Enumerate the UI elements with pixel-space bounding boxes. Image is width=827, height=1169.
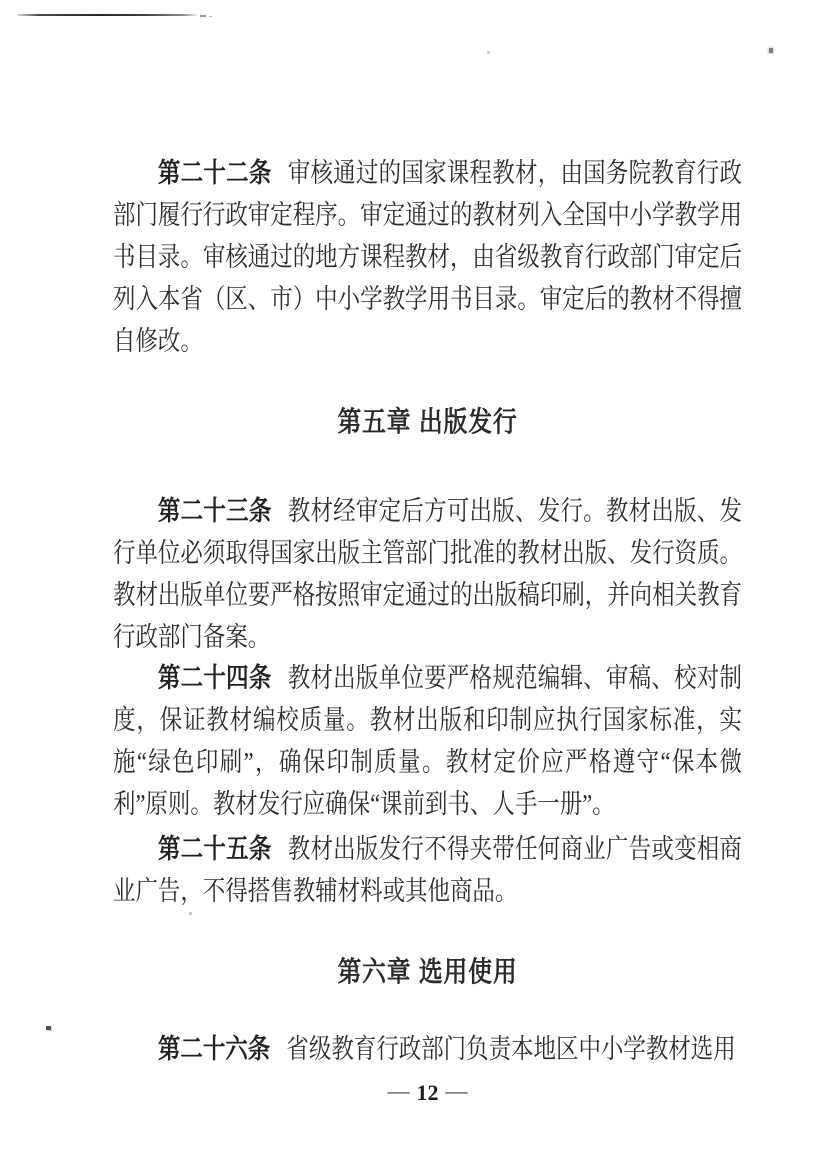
article-23-paragraph (113, 490, 742, 658)
article-22-paragraph (113, 152, 742, 362)
article-24-paragraph (113, 657, 742, 825)
chapter-6-heading: 第六章 选用使用 (337, 956, 518, 987)
article-23-text: 教材经审定后方可出版、发行。教材出版、发行单位必须取得国家出版主管部门批准的教材出版、发行资质。教材出版单位要严格按照审定通过的出版稿印刷，并向相关教育行政部门备案。 (113, 496, 743, 652)
scan-artifact-dash (209, 16, 212, 17)
ink-speck (769, 48, 773, 53)
ink-speck (487, 51, 490, 54)
article-25-paragraph (113, 828, 742, 912)
article-26-paragraph (113, 1028, 742, 1070)
ink-speck (46, 1026, 51, 1030)
article-25-number: 第二十五条 (157, 834, 272, 864)
article-24-number: 第二十四条 (157, 663, 272, 693)
article-22-number: 第二十二条 (157, 158, 272, 188)
article-25-text: 教材出版发行不得夹带任何商业广告或变相商业广告，不得搭售教辅材料或其他商品。 (113, 834, 743, 906)
article-26-text: 省级教育行政部门负责本地区中小学教材选用 (286, 1034, 736, 1064)
scan-artifact-line (17, 14, 197, 16)
article-23-number: 第二十三条 (157, 496, 272, 526)
footer-right-dash: — (445, 1078, 468, 1103)
article-26-number: 第二十六条 (157, 1034, 271, 1064)
scan-artifact-dash (200, 15, 206, 17)
ink-speck (189, 912, 192, 915)
page-footer (113, 1078, 742, 1108)
article-24-text: 教材出版单位要严格规范编辑、审稿、校对制度，保证教材编校质量。教材出版和印制应执行国家标准，实施“绿色印刷”，确保印制质量。教材定价应严格遵守“保本微利”原则。教材发行应确保“课前到书、人手一册”。 (113, 663, 743, 819)
footer-left-dash: — (387, 1078, 410, 1103)
article-22-text: 审核通过的国家课程教材，由国务院教育行政部门履行行政审定程序。审定通过的教材列入全国中小学教学用书目录。审核通过的地方课程教材，由省级教育行政部门审定后列入本省（区、市）中小学教学用书目录。审定后的教材不得擅自修改。 (113, 158, 743, 356)
page-number: 12 (416, 1080, 439, 1105)
chapter-5-heading: 第五章 出版发行 (337, 406, 518, 437)
